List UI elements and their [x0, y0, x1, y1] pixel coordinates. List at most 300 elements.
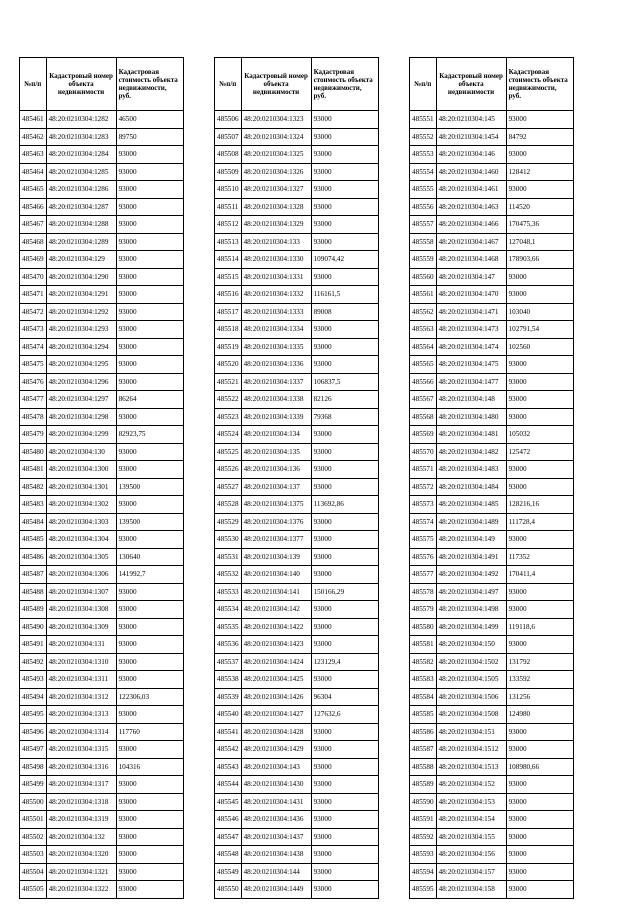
row-number-cell: 485529	[215, 513, 242, 531]
cadastral-number-cell: 48:20:0210304:150	[436, 636, 506, 654]
cadastral-value-cell: 93000	[116, 653, 183, 671]
cadastral-value-cell: 93000	[116, 846, 183, 864]
cadastral-value-cell: 93000	[311, 723, 378, 741]
cadastral-value-cell: 93000	[116, 303, 183, 321]
cadastral-number-cell: 48:20:0210304:1424	[241, 653, 311, 671]
cadastral-value-cell: 93000	[311, 828, 378, 846]
cadastral-number-cell: 48:20:0210304:144	[241, 863, 311, 881]
row-number-cell: 485463	[20, 146, 47, 164]
cadastral-value-cell: 93000	[311, 758, 378, 776]
row-number-cell: 485500	[20, 793, 47, 811]
cadastral-number-cell: 48:20:0210304:1429	[241, 741, 311, 759]
row-number-cell: 485583	[410, 671, 437, 689]
table-row	[20, 233, 184, 251]
cadastral-value-cell: 93000	[506, 723, 573, 741]
table-row	[410, 286, 574, 304]
row-number-cell: 485540	[215, 706, 242, 724]
table-row	[410, 776, 574, 794]
table-row	[215, 198, 379, 216]
cadastral-value-cell: 93000	[311, 811, 378, 829]
table-row	[20, 373, 184, 391]
row-number-cell: 485581	[410, 636, 437, 654]
cadastral-number-cell: 48:20:0210304:1436	[241, 811, 311, 829]
cadastral-number-cell: 48:20:0210304:1327	[241, 181, 311, 199]
cadastral-number-cell: 48:20:0210304:1475	[436, 356, 506, 374]
table-row	[410, 391, 574, 409]
table-row	[215, 601, 379, 619]
cadastral-value-cell: 93000	[506, 601, 573, 619]
table-row	[410, 881, 574, 899]
cadastral-number-cell: 48:20:0210304:1313	[46, 706, 116, 724]
cadastral-number-cell: 48:20:0210304:1296	[46, 373, 116, 391]
row-number-cell: 485484	[20, 513, 47, 531]
row-number-cell: 485507	[215, 128, 242, 146]
table-row	[20, 548, 184, 566]
table-row	[215, 793, 379, 811]
row-number-cell: 485476	[20, 373, 47, 391]
table-row	[215, 303, 379, 321]
cadastral-table-2	[214, 57, 379, 899]
table-row	[20, 636, 184, 654]
cadastral-number-cell: 48:20:0210304:1285	[46, 163, 116, 181]
table-row	[410, 426, 574, 444]
cadastral-number-cell: 48:20:0210304:1491	[436, 548, 506, 566]
cadastral-value-cell: 104316	[116, 758, 183, 776]
table-row	[215, 356, 379, 374]
cadastral-number-cell: 48:20:0210304:157	[436, 863, 506, 881]
cadastral-value-cell: 93000	[311, 548, 378, 566]
table-row	[215, 286, 379, 304]
header-cadastral-value: Кадастровая стоимость объекта недвижимости, руб.	[506, 58, 573, 111]
row-number-cell: 485465	[20, 181, 47, 199]
row-number-cell: 485495	[20, 706, 47, 724]
cadastral-number-cell: 48:20:0210304:1334	[241, 321, 311, 339]
cadastral-value-cell: 93000	[311, 478, 378, 496]
table-row	[215, 426, 379, 444]
table-row	[410, 706, 574, 724]
cadastral-value-cell: 93000	[506, 146, 573, 164]
row-number-cell: 485492	[20, 653, 47, 671]
cadastral-number-cell: 48:20:0210304:1492	[436, 566, 506, 584]
table-row	[20, 391, 184, 409]
table-row	[215, 391, 379, 409]
table-row	[20, 706, 184, 724]
cadastral-value-cell: 93000	[311, 198, 378, 216]
row-number-cell: 485478	[20, 408, 47, 426]
cadastral-number-cell: 48:20:0210304:136	[241, 461, 311, 479]
table-row	[20, 338, 184, 356]
cadastral-number-cell: 48:20:0210304:1377	[241, 531, 311, 549]
cadastral-value-cell: 93000	[116, 636, 183, 654]
row-number-cell: 485586	[410, 723, 437, 741]
cadastral-value-cell: 84792	[506, 128, 573, 146]
row-number-cell: 485510	[215, 181, 242, 199]
cadastral-number-cell: 48:20:0210304:1506	[436, 688, 506, 706]
cadastral-number-cell: 48:20:0210304:1473	[436, 321, 506, 339]
table-row	[20, 496, 184, 514]
cadastral-number-cell: 48:20:0210304:1481	[436, 426, 506, 444]
header-cadastral-number: Кадастровый номер объекта недвижимости	[436, 58, 506, 111]
cadastral-value-cell: 93000	[311, 356, 378, 374]
table-row	[215, 846, 379, 864]
table-row	[215, 146, 379, 164]
table-row	[410, 163, 574, 181]
row-number-cell: 485467	[20, 216, 47, 234]
cadastral-value-cell: 133592	[506, 671, 573, 689]
cadastral-value-cell: 93000	[116, 251, 183, 269]
table-row	[215, 723, 379, 741]
row-number-cell: 485525	[215, 443, 242, 461]
cadastral-value-cell: 93000	[116, 583, 183, 601]
table-row	[215, 461, 379, 479]
cadastral-value-cell: 125472	[506, 443, 573, 461]
cadastral-value-cell: 114520	[506, 198, 573, 216]
cadastral-number-cell: 48:20:0210304:1485	[436, 496, 506, 514]
cadastral-value-cell: 102791,54	[506, 321, 573, 339]
table-row	[20, 618, 184, 636]
row-number-cell: 485577	[410, 566, 437, 584]
cadastral-value-cell: 93000	[311, 111, 378, 129]
cadastral-value-cell: 93000	[506, 828, 573, 846]
cadastral-number-cell: 48:20:0210304:1294	[46, 338, 116, 356]
cadastral-number-cell: 48:20:0210304:140	[241, 566, 311, 584]
cadastral-number-cell: 48:20:0210304:1299	[46, 426, 116, 444]
cadastral-value-cell: 150166,29	[311, 583, 378, 601]
table-row	[410, 863, 574, 881]
table-row	[410, 846, 574, 864]
cadastral-number-cell: 48:20:0210304:1322	[46, 881, 116, 899]
cadastral-number-cell: 48:20:0210304:1284	[46, 146, 116, 164]
cadastral-value-cell: 93000	[506, 111, 573, 129]
cadastral-number-cell: 48:20:0210304:149	[436, 531, 506, 549]
table-row	[20, 846, 184, 864]
table-row	[215, 688, 379, 706]
table-row	[20, 198, 184, 216]
row-number-cell: 485548	[215, 846, 242, 864]
cadastral-value-cell: 131792	[506, 653, 573, 671]
row-number-cell: 485512	[215, 216, 242, 234]
row-number-cell: 485587	[410, 741, 437, 759]
cadastral-number-cell: 48:20:0210304:135	[241, 443, 311, 461]
cadastral-value-cell: 93000	[311, 531, 378, 549]
cadastral-number-cell: 48:20:0210304:1449	[241, 881, 311, 899]
cadastral-number-cell: 48:20:0210304:1305	[46, 548, 116, 566]
cadastral-value-cell: 89008	[311, 303, 378, 321]
table-row	[410, 373, 574, 391]
row-number-cell: 485579	[410, 601, 437, 619]
cadastral-value-cell: 86264	[116, 391, 183, 409]
row-number-cell: 485513	[215, 233, 242, 251]
cadastral-value-cell: 93000	[311, 566, 378, 584]
row-number-cell: 485539	[215, 688, 242, 706]
table-row	[410, 303, 574, 321]
cadastral-number-cell: 48:20:0210304:1489	[436, 513, 506, 531]
cadastral-value-cell: 93000	[311, 846, 378, 864]
cadastral-number-cell: 48:20:0210304:1290	[46, 268, 116, 286]
cadastral-number-cell: 48:20:0210304:155	[436, 828, 506, 846]
row-number-cell: 485550	[215, 881, 242, 899]
row-number-cell: 485522	[215, 391, 242, 409]
cadastral-number-cell: 48:20:0210304:1480	[436, 408, 506, 426]
cadastral-value-cell: 93000	[506, 531, 573, 549]
header-num: №п/п	[410, 58, 437, 111]
cadastral-number-cell: 48:20:0210304:1329	[241, 216, 311, 234]
cadastral-value-cell: 116161,5	[311, 286, 378, 304]
cadastral-number-cell: 48:20:0210304:1286	[46, 181, 116, 199]
row-number-cell: 485544	[215, 776, 242, 794]
table-row	[410, 531, 574, 549]
cadastral-number-cell: 48:20:0210304:142	[241, 601, 311, 619]
table-row	[20, 863, 184, 881]
cadastral-value-cell: 93000	[116, 776, 183, 794]
row-number-cell: 485591	[410, 811, 437, 829]
cadastral-value-cell: 93000	[506, 478, 573, 496]
table-row	[410, 496, 574, 514]
cadastral-value-cell: 93000	[116, 881, 183, 899]
table-row	[410, 251, 574, 269]
row-number-cell: 485470	[20, 268, 47, 286]
cadastral-value-cell: 93000	[311, 776, 378, 794]
cadastral-number-cell: 48:20:0210304:148	[436, 391, 506, 409]
row-number-cell: 485533	[215, 583, 242, 601]
row-number-cell: 485517	[215, 303, 242, 321]
row-number-cell: 485503	[20, 846, 47, 864]
table-row	[410, 636, 574, 654]
cadastral-value-cell: 93000	[506, 461, 573, 479]
row-number-cell: 485552	[410, 128, 437, 146]
cadastral-value-cell: 82126	[311, 391, 378, 409]
row-number-cell: 485534	[215, 601, 242, 619]
cadastral-value-cell: 127632,6	[311, 706, 378, 724]
cadastral-value-cell: 93000	[506, 583, 573, 601]
table-row	[215, 268, 379, 286]
table-row	[215, 706, 379, 724]
cadastral-value-cell: 128216,16	[506, 496, 573, 514]
cadastral-table-1	[19, 57, 184, 899]
cadastral-value-cell: 93000	[506, 373, 573, 391]
row-number-cell: 485592	[410, 828, 437, 846]
cadastral-number-cell: 48:20:0210304:1513	[436, 758, 506, 776]
cadastral-value-cell: 124980	[506, 706, 573, 724]
cadastral-number-cell: 48:20:0210304:1477	[436, 373, 506, 391]
cadastral-number-cell: 48:20:0210304:131	[46, 636, 116, 654]
cadastral-number-cell: 48:20:0210304:130	[46, 443, 116, 461]
row-number-cell: 485526	[215, 461, 242, 479]
row-number-cell: 485538	[215, 671, 242, 689]
row-number-cell: 485466	[20, 198, 47, 216]
header-cadastral-number: Кадастровый номер объекта недвижимости	[46, 58, 116, 111]
cadastral-value-cell: 93000	[311, 636, 378, 654]
cadastral-number-cell: 48:20:0210304:1282	[46, 111, 116, 129]
cadastral-number-cell: 48:20:0210304:1338	[241, 391, 311, 409]
cadastral-number-cell: 48:20:0210304:1426	[241, 688, 311, 706]
row-number-cell: 485561	[410, 286, 437, 304]
row-number-cell: 485462	[20, 128, 47, 146]
cadastral-value-cell: 93000	[311, 461, 378, 479]
table-row	[20, 216, 184, 234]
table-row	[20, 566, 184, 584]
cadastral-number-cell: 48:20:0210304:1498	[436, 601, 506, 619]
row-number-cell: 485530	[215, 531, 242, 549]
cadastral-value-cell: 93000	[506, 846, 573, 864]
cadastral-value-cell: 93000	[506, 356, 573, 374]
cadastral-value-cell: 123129,4	[311, 653, 378, 671]
cadastral-value-cell: 93000	[311, 741, 378, 759]
row-number-cell: 485489	[20, 601, 47, 619]
cadastral-value-cell: 93000	[116, 793, 183, 811]
cadastral-value-cell: 82923,75	[116, 426, 183, 444]
cadastral-number-cell: 48:20:0210304:1325	[241, 146, 311, 164]
cadastral-number-cell: 48:20:0210304:1288	[46, 216, 116, 234]
cadastral-value-cell: 93000	[506, 181, 573, 199]
table-row	[410, 688, 574, 706]
cadastral-number-cell: 48:20:0210304:1311	[46, 671, 116, 689]
row-number-cell: 485536	[215, 636, 242, 654]
row-number-cell: 485535	[215, 618, 242, 636]
table-row	[215, 828, 379, 846]
cadastral-value-cell: 170411,4	[506, 566, 573, 584]
row-number-cell: 485464	[20, 163, 47, 181]
table-row	[215, 881, 379, 899]
cadastral-number-cell: 48:20:0210304:139	[241, 548, 311, 566]
row-number-cell: 485594	[410, 863, 437, 881]
table-row	[215, 863, 379, 881]
cadastral-value-cell: 93000	[311, 443, 378, 461]
table-row	[215, 618, 379, 636]
cadastral-number-cell: 48:20:0210304:1323	[241, 111, 311, 129]
table-row	[215, 373, 379, 391]
cadastral-number-cell: 48:20:0210304:1307	[46, 583, 116, 601]
cadastral-number-cell: 48:20:0210304:147	[436, 268, 506, 286]
cadastral-number-cell: 48:20:0210304:1318	[46, 793, 116, 811]
table-row	[410, 198, 574, 216]
cadastral-number-cell: 48:20:0210304:143	[241, 758, 311, 776]
cadastral-value-cell: 93000	[116, 163, 183, 181]
row-number-cell: 485479	[20, 426, 47, 444]
table-row	[410, 671, 574, 689]
table-row	[215, 111, 379, 129]
row-number-cell: 485485	[20, 531, 47, 549]
cadastral-number-cell: 48:20:0210304:129	[46, 251, 116, 269]
row-number-cell: 485493	[20, 671, 47, 689]
cadastral-value-cell: 128412	[506, 163, 573, 181]
cadastral-value-cell: 93000	[506, 636, 573, 654]
cadastral-value-cell: 93000	[116, 321, 183, 339]
cadastral-number-cell: 48:20:0210304:1337	[241, 373, 311, 391]
row-number-cell: 485480	[20, 443, 47, 461]
table-row	[20, 776, 184, 794]
cadastral-number-cell: 48:20:0210304:1287	[46, 198, 116, 216]
row-number-cell: 485556	[410, 198, 437, 216]
row-number-cell: 485589	[410, 776, 437, 794]
cadastral-number-cell: 48:20:0210304:1376	[241, 513, 311, 531]
cadastral-number-cell: 48:20:0210304:1438	[241, 846, 311, 864]
table-row	[410, 478, 574, 496]
cadastral-value-cell: 93000	[311, 601, 378, 619]
table-row	[410, 828, 574, 846]
cadastral-value-cell: 93000	[116, 461, 183, 479]
row-number-cell: 485490	[20, 618, 47, 636]
row-number-cell: 485554	[410, 163, 437, 181]
cadastral-number-cell: 48:20:0210304:1428	[241, 723, 311, 741]
cadastral-value-cell: 105032	[506, 426, 573, 444]
table-row	[215, 181, 379, 199]
row-number-cell: 485521	[215, 373, 242, 391]
table-row	[410, 811, 574, 829]
table-row	[410, 128, 574, 146]
cadastral-number-cell: 48:20:0210304:1497	[436, 583, 506, 601]
table-row	[215, 321, 379, 339]
row-number-cell: 485497	[20, 741, 47, 759]
cadastral-number-cell: 48:20:0210304:158	[436, 881, 506, 899]
cadastral-value-cell: 93000	[311, 671, 378, 689]
cadastral-value-cell: 93000	[116, 373, 183, 391]
cadastral-value-cell: 93000	[116, 233, 183, 251]
cadastral-number-cell: 48:20:0210304:1467	[436, 233, 506, 251]
table-row	[215, 583, 379, 601]
cadastral-value-cell: 93000	[311, 618, 378, 636]
row-number-cell: 485483	[20, 496, 47, 514]
cadastral-number-cell: 48:20:0210304:1315	[46, 741, 116, 759]
cadastral-value-cell: 139500	[116, 513, 183, 531]
row-number-cell: 485557	[410, 216, 437, 234]
row-number-cell: 485494	[20, 688, 47, 706]
cadastral-number-cell: 48:20:0210304:1291	[46, 286, 116, 304]
cadastral-value-cell: 93000	[311, 426, 378, 444]
cadastral-number-cell: 48:20:0210304:1332	[241, 286, 311, 304]
cadastral-value-cell: 96304	[311, 688, 378, 706]
row-number-cell: 485481	[20, 461, 47, 479]
row-number-cell: 485477	[20, 391, 47, 409]
table-row	[410, 443, 574, 461]
table-row	[410, 356, 574, 374]
row-number-cell: 485472	[20, 303, 47, 321]
row-number-cell: 485482	[20, 478, 47, 496]
header-num: №п/п	[215, 58, 242, 111]
table-row	[410, 233, 574, 251]
row-number-cell: 485527	[215, 478, 242, 496]
cadastral-value-cell: 93000	[311, 233, 378, 251]
cadastral-number-cell: 48:20:0210304:137	[241, 478, 311, 496]
table-row	[20, 146, 184, 164]
cadastral-value-cell: 93000	[116, 828, 183, 846]
cadastral-value-cell: 93000	[311, 321, 378, 339]
cadastral-number-cell: 48:20:0210304:1483	[436, 461, 506, 479]
table-row	[20, 741, 184, 759]
row-number-cell: 485573	[410, 496, 437, 514]
cadastral-number-cell: 48:20:0210304:1306	[46, 566, 116, 584]
row-number-cell: 485541	[215, 723, 242, 741]
row-number-cell: 485570	[410, 443, 437, 461]
row-number-cell: 485560	[410, 268, 437, 286]
row-number-cell: 485564	[410, 338, 437, 356]
table-row	[410, 268, 574, 286]
cadastral-number-cell: 48:20:0210304:1333	[241, 303, 311, 321]
table-row	[20, 758, 184, 776]
table-row	[20, 811, 184, 829]
row-number-cell: 485486	[20, 548, 47, 566]
table-row	[20, 443, 184, 461]
table-row	[215, 776, 379, 794]
table-row	[215, 758, 379, 776]
cadastral-number-cell: 48:20:0210304:1301	[46, 478, 116, 496]
row-number-cell: 485558	[410, 233, 437, 251]
row-number-cell: 485504	[20, 863, 47, 881]
cadastral-number-cell: 48:20:0210304:1460	[436, 163, 506, 181]
cadastral-value-cell: 93000	[116, 286, 183, 304]
table-row	[215, 653, 379, 671]
cadastral-value-cell: 93000	[311, 128, 378, 146]
